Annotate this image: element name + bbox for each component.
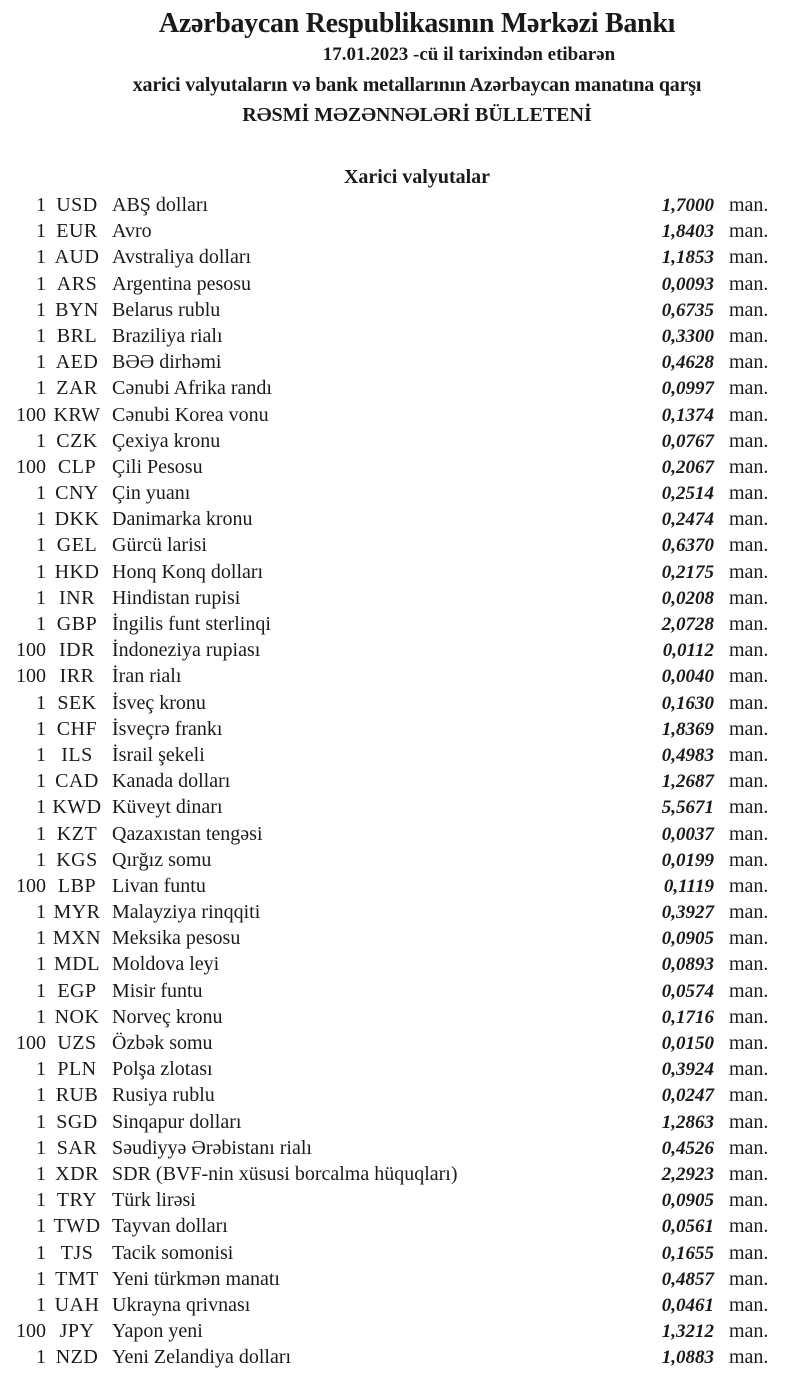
table-row bbox=[0, 349, 770, 375]
unit-cell: man. bbox=[729, 534, 769, 557]
rate-value-cell: 0,0905 bbox=[661, 1190, 714, 1212]
currency-code-cell: KRW bbox=[53, 403, 101, 426]
quantity-cell: 1 bbox=[36, 1241, 46, 1264]
rate-value-cell: 0,0247 bbox=[661, 1085, 714, 1107]
table-row bbox=[0, 821, 770, 847]
table-row bbox=[0, 690, 770, 716]
unit-cell: man. bbox=[729, 927, 769, 950]
section-title-foreign-currencies: Xarici valyutalar bbox=[343, 166, 491, 188]
currency-code-cell: KGS bbox=[56, 848, 98, 871]
currency-code-cell: RUB bbox=[55, 1084, 99, 1107]
quantity-cell: 1 bbox=[36, 1189, 46, 1212]
rate-value-cell: 5,5671 bbox=[661, 797, 714, 819]
quantity-cell: 1 bbox=[36, 901, 46, 924]
unit-cell: man. bbox=[729, 613, 769, 635]
unit-cell: man. bbox=[729, 691, 769, 714]
currency-name-cell: Kanada dolları bbox=[112, 770, 231, 793]
unit-cell: man. bbox=[729, 403, 769, 426]
currency-code-cell: CNY bbox=[55, 482, 99, 505]
table-row bbox=[0, 611, 770, 637]
currency-name-cell: Argentina pesosu bbox=[112, 272, 252, 295]
quantity-cell: 1 bbox=[36, 822, 46, 845]
quantity-cell: 1 bbox=[36, 743, 46, 766]
currency-code-cell: KZT bbox=[56, 822, 98, 845]
currency-name-cell: İngilis funt sterlinqi bbox=[112, 613, 271, 635]
table-row bbox=[0, 768, 770, 794]
rate-value-cell: 0,0112 bbox=[662, 640, 714, 662]
rate-value-cell: 0,1716 bbox=[661, 1006, 714, 1028]
table-row bbox=[0, 1187, 770, 1213]
unit-cell: man. bbox=[729, 1215, 769, 1238]
table-row bbox=[0, 873, 770, 899]
table-row bbox=[0, 1135, 770, 1161]
currency-code-cell: TWD bbox=[53, 1215, 101, 1238]
currency-code-cell: ZAR bbox=[56, 377, 98, 400]
currency-code-cell: GBP bbox=[56, 613, 98, 635]
currency-code-cell: TMT bbox=[55, 1267, 99, 1290]
unit-cell: man. bbox=[729, 796, 769, 819]
table-row bbox=[0, 1318, 770, 1344]
quantity-cell: 1 bbox=[36, 324, 46, 347]
currency-name-cell: Qazaxıstan tengəsi bbox=[112, 822, 263, 845]
currency-name-cell: Küveyt dinarı bbox=[112, 796, 223, 819]
currency-name-cell: Norveç kronu bbox=[112, 1005, 223, 1028]
table-row bbox=[0, 375, 770, 401]
document-header bbox=[34, 0, 800, 130]
table-row bbox=[0, 1109, 770, 1135]
rate-value-cell: 2,0728 bbox=[661, 614, 714, 635]
table-row bbox=[0, 271, 770, 297]
currency-code-cell: INR bbox=[59, 586, 95, 609]
quantity-cell: 1 bbox=[36, 586, 46, 609]
rate-value-cell: 0,6735 bbox=[661, 299, 714, 321]
currency-code-cell: MXN bbox=[52, 927, 102, 950]
currency-name-cell: Hindistan rupisi bbox=[112, 586, 241, 609]
effective-date-line: 17.01.2023 -cü il tarixindən etibarən bbox=[322, 44, 616, 65]
rate-value-cell: 0,2514 bbox=[661, 483, 714, 505]
quantity-cell: 1 bbox=[36, 1267, 46, 1290]
currency-code-cell: BRL bbox=[56, 324, 98, 347]
rate-value-cell: 0,4628 bbox=[661, 352, 714, 374]
currency-name-cell: Qırğız somu bbox=[112, 848, 212, 871]
unit-cell: man. bbox=[729, 822, 769, 845]
rate-value-cell: 0,1119 bbox=[663, 875, 714, 897]
currency-name-cell: Polşa zlotası bbox=[112, 1058, 213, 1081]
unit-cell: man. bbox=[729, 717, 769, 740]
table-row bbox=[0, 951, 770, 977]
table-row bbox=[0, 559, 770, 585]
rate-value-cell: 1,2863 bbox=[661, 1111, 714, 1133]
bulletin-title: RƏSMİ MƏZƏNNƏLƏRİ BÜLLETENİ bbox=[242, 104, 592, 126]
currency-code-cell: NZD bbox=[55, 1346, 99, 1369]
rate-value-cell: 0,2474 bbox=[661, 509, 714, 531]
quantity-cell: 1 bbox=[36, 508, 46, 531]
currency-name-cell: Rusiya rublu bbox=[112, 1084, 215, 1107]
unit-cell: man. bbox=[729, 1267, 769, 1290]
rate-value-cell: 1,7000 bbox=[661, 195, 714, 216]
currency-name-cell: Səudiyyə Ərəbistanı rialı bbox=[112, 1136, 312, 1159]
quantity-cell: 100 bbox=[16, 639, 46, 662]
rate-value-cell: 0,3927 bbox=[661, 902, 714, 924]
table-row bbox=[0, 1082, 770, 1108]
currency-name-cell: ABŞ dolları bbox=[112, 194, 209, 216]
quantity-cell: 1 bbox=[36, 613, 46, 635]
rate-value-cell: 0,1374 bbox=[661, 404, 714, 426]
quantity-cell: 100 bbox=[16, 1032, 46, 1054]
currency-code-cell: CZK bbox=[56, 429, 98, 452]
quantity-cell: 1 bbox=[36, 377, 46, 400]
unit-cell: man. bbox=[729, 220, 769, 243]
currency-code-cell: USD bbox=[56, 194, 98, 216]
quantity-cell: 1 bbox=[36, 429, 46, 452]
currency-name-cell: Çin yuanı bbox=[112, 482, 191, 505]
unit-cell: man. bbox=[729, 586, 769, 609]
currency-code-cell: SEK bbox=[57, 691, 97, 714]
table-row bbox=[0, 218, 770, 244]
currency-name-cell: Meksika pesosu bbox=[112, 927, 241, 950]
currency-code-cell: UAH bbox=[54, 1293, 100, 1316]
unit-cell: man. bbox=[729, 848, 769, 871]
quantity-cell: 1 bbox=[36, 534, 46, 557]
rate-value-cell: 1,3212 bbox=[661, 1321, 714, 1343]
unit-cell: man. bbox=[729, 1005, 769, 1028]
table-row bbox=[0, 1292, 770, 1318]
quantity-cell: 1 bbox=[36, 1162, 46, 1185]
bank-name-title: Azərbaycan Respublikasının Mərkəzi Bankı bbox=[158, 8, 676, 39]
currency-code-cell: ILS bbox=[61, 743, 93, 766]
table-row bbox=[0, 402, 770, 428]
rate-value-cell: 0,0893 bbox=[661, 954, 714, 976]
unit-cell: man. bbox=[729, 455, 769, 478]
unit-cell: man. bbox=[729, 743, 769, 766]
rate-value-cell: 1,1853 bbox=[661, 247, 714, 269]
unit-cell: man. bbox=[729, 979, 769, 1002]
table-row bbox=[0, 1213, 770, 1239]
table-row bbox=[0, 1240, 770, 1266]
rate-value-cell: 0,3300 bbox=[661, 325, 714, 347]
currency-name-cell: İran rialı bbox=[112, 665, 182, 688]
currency-name-cell: Yeni türkmən manatı bbox=[112, 1267, 280, 1290]
unit-cell: man. bbox=[729, 351, 769, 374]
unit-cell: man. bbox=[729, 1189, 769, 1212]
currency-name-cell: Moldova leyi bbox=[112, 953, 220, 976]
table-row bbox=[0, 506, 770, 532]
quantity-cell: 1 bbox=[36, 1346, 46, 1369]
currency-code-cell: NOK bbox=[54, 1005, 100, 1028]
currency-code-cell: JPY bbox=[59, 1320, 95, 1343]
rate-value-cell: 0,0461 bbox=[661, 1294, 714, 1316]
unit-cell: man. bbox=[729, 560, 769, 583]
unit-cell: man. bbox=[729, 324, 769, 347]
unit-cell: man. bbox=[729, 953, 769, 976]
currency-code-cell: IRR bbox=[59, 665, 95, 688]
currency-name-cell: Misir funtu bbox=[112, 979, 203, 1002]
quantity-cell: 1 bbox=[36, 796, 46, 819]
currency-name-cell: Ukrayna qrivnası bbox=[112, 1293, 251, 1316]
unit-cell: man. bbox=[729, 482, 769, 505]
currency-name-cell: Çexiya kronu bbox=[112, 429, 221, 452]
currency-code-cell: EGP bbox=[57, 979, 97, 1002]
rate-value-cell: 1,2687 bbox=[661, 771, 714, 793]
quantity-cell: 1 bbox=[36, 770, 46, 793]
rate-value-cell: 1,8403 bbox=[661, 221, 714, 243]
table-row bbox=[0, 637, 770, 663]
rate-value-cell: 0,4526 bbox=[661, 1137, 714, 1159]
unit-cell: man. bbox=[729, 1162, 769, 1185]
table-row bbox=[0, 480, 770, 506]
table-row bbox=[0, 742, 770, 768]
currency-name-cell: Yeni Zelandiya dolları bbox=[112, 1346, 292, 1369]
quantity-cell: 1 bbox=[36, 691, 46, 714]
rate-value-cell: 0,2175 bbox=[661, 561, 714, 583]
unit-cell: man. bbox=[729, 1032, 769, 1054]
currency-code-cell: BYN bbox=[55, 298, 99, 321]
rate-value-cell: 0,4983 bbox=[661, 744, 714, 766]
quantity-cell: 100 bbox=[16, 874, 46, 897]
table-row bbox=[0, 192, 770, 218]
rate-value-cell: 0,3924 bbox=[661, 1059, 714, 1081]
currency-name-cell: Cənubi Korea vonu bbox=[112, 403, 269, 426]
currency-code-cell: TRY bbox=[56, 1189, 98, 1212]
unit-cell: man. bbox=[729, 1110, 769, 1133]
unit-cell: man. bbox=[729, 246, 769, 269]
table-row bbox=[0, 1266, 770, 1292]
rate-value-cell: 0,4857 bbox=[661, 1268, 714, 1290]
quantity-cell: 1 bbox=[36, 1058, 46, 1081]
currency-name-cell: Özbək somu bbox=[112, 1032, 213, 1054]
currency-name-cell: Danimarka kronu bbox=[112, 508, 253, 531]
table-row bbox=[0, 1161, 770, 1187]
currency-code-cell: LBP bbox=[57, 874, 97, 897]
quantity-cell: 1 bbox=[36, 1293, 46, 1316]
unit-cell: man. bbox=[729, 1293, 769, 1316]
unit-cell: man. bbox=[729, 665, 769, 688]
currency-code-cell: MDL bbox=[54, 953, 100, 976]
currency-code-cell: SAR bbox=[56, 1136, 98, 1159]
table-row bbox=[0, 1056, 770, 1082]
rate-value-cell: 0,0037 bbox=[661, 823, 714, 845]
quantity-cell: 100 bbox=[16, 1320, 46, 1343]
currency-code-cell: KWD bbox=[52, 796, 102, 819]
unit-cell: man. bbox=[729, 194, 769, 216]
currency-name-cell: Cənubi Afrika randı bbox=[112, 377, 272, 400]
quantity-cell: 1 bbox=[36, 194, 46, 216]
rate-value-cell: 0,0150 bbox=[661, 1033, 714, 1054]
currency-name-cell: Türk lirəsi bbox=[112, 1189, 196, 1212]
currency-code-cell: GEL bbox=[56, 534, 98, 557]
rate-value-cell: 0,0905 bbox=[661, 928, 714, 950]
quantity-cell: 1 bbox=[36, 1110, 46, 1133]
currency-code-cell: HKD bbox=[54, 560, 100, 583]
unit-cell: man. bbox=[729, 639, 769, 662]
rate-value-cell: 0,0574 bbox=[661, 980, 714, 1002]
currency-code-cell: AED bbox=[55, 351, 99, 374]
rate-value-cell: 0,1630 bbox=[661, 692, 714, 714]
table-row bbox=[0, 1344, 770, 1370]
rate-value-cell: 0,2067 bbox=[661, 456, 714, 478]
unit-cell: man. bbox=[729, 1241, 769, 1264]
rate-value-cell: 0,0767 bbox=[661, 430, 714, 452]
currency-name-cell: Honq Konq dolları bbox=[112, 560, 264, 583]
rate-value-cell: 0,0561 bbox=[661, 1216, 714, 1238]
currency-name-cell: Livan funtu bbox=[112, 874, 206, 897]
table-row bbox=[0, 428, 770, 454]
quantity-cell: 1 bbox=[36, 927, 46, 950]
rate-value-cell: 1,8369 bbox=[661, 718, 714, 740]
quantity-cell: 1 bbox=[36, 953, 46, 976]
currency-name-cell: BƏƏ dirhəmi bbox=[112, 351, 222, 374]
currency-name-cell: İsveç kronu bbox=[112, 691, 206, 714]
currency-name-cell: Gürcü larisi bbox=[112, 534, 207, 557]
currency-name-cell: Sinqapur dolları bbox=[112, 1110, 242, 1133]
currency-code-cell: CLP bbox=[57, 455, 97, 478]
currency-name-cell: Avstraliya dolları bbox=[112, 246, 252, 269]
quantity-cell: 1 bbox=[36, 1136, 46, 1159]
currency-code-cell: MYR bbox=[53, 901, 101, 924]
currency-code-cell: TJS bbox=[60, 1241, 94, 1264]
currency-name-cell: Çili Pesosu bbox=[112, 455, 203, 478]
table-row bbox=[0, 716, 770, 742]
unit-cell: man. bbox=[729, 901, 769, 924]
currency-code-cell: ARS bbox=[56, 272, 98, 295]
quantity-cell: 1 bbox=[36, 482, 46, 505]
unit-cell: man. bbox=[729, 377, 769, 400]
table-row bbox=[0, 585, 770, 611]
quantity-cell: 1 bbox=[36, 979, 46, 1002]
unit-cell: man. bbox=[729, 1346, 769, 1369]
quantity-cell: 1 bbox=[36, 848, 46, 871]
currency-name-cell: SDR (BVF-nin xüsusi borcalma hüquqları) bbox=[112, 1162, 458, 1185]
currency-code-cell: CAD bbox=[55, 770, 99, 793]
currency-code-cell: CHF bbox=[56, 717, 98, 740]
quantity-cell: 1 bbox=[36, 272, 46, 295]
rate-value-cell: 0,0997 bbox=[661, 378, 714, 400]
rate-value-cell: 0,1655 bbox=[661, 1242, 714, 1264]
rate-value-cell: 0,0040 bbox=[661, 666, 714, 688]
currency-code-cell: XDR bbox=[55, 1162, 99, 1185]
unit-cell: man. bbox=[729, 429, 769, 452]
quantity-cell: 1 bbox=[36, 1005, 46, 1028]
currency-name-cell: İndoneziya rupiası bbox=[112, 639, 261, 662]
quantity-cell: 1 bbox=[36, 1084, 46, 1107]
unit-cell: man. bbox=[729, 298, 769, 321]
currency-code-cell: PLN bbox=[57, 1058, 97, 1081]
currency-name-cell: Braziliya rialı bbox=[112, 324, 223, 347]
quantity-cell: 1 bbox=[36, 246, 46, 269]
table-row bbox=[0, 1004, 770, 1030]
unit-cell: man. bbox=[729, 874, 769, 897]
unit-cell: man. bbox=[729, 1136, 769, 1159]
unit-cell: man. bbox=[729, 508, 769, 531]
table-row bbox=[0, 1030, 770, 1056]
table-row bbox=[0, 925, 770, 951]
currency-name-cell: Yapon yeni bbox=[112, 1320, 203, 1343]
unit-cell: man. bbox=[729, 272, 769, 295]
unit-cell: man. bbox=[729, 770, 769, 793]
quantity-cell: 100 bbox=[16, 455, 46, 478]
quantity-cell: 1 bbox=[36, 298, 46, 321]
unit-cell: man. bbox=[729, 1320, 769, 1343]
currency-name-cell: İsrail şekeli bbox=[112, 743, 205, 766]
table-row bbox=[0, 663, 770, 689]
table-row bbox=[0, 899, 770, 925]
currency-code-cell: UZS bbox=[57, 1032, 97, 1054]
table-row bbox=[0, 244, 770, 270]
table-row bbox=[0, 297, 770, 323]
rate-value-cell: 0,0208 bbox=[661, 587, 714, 609]
table-row bbox=[0, 532, 770, 558]
currency-name-cell: Tacik somonisi bbox=[112, 1241, 234, 1264]
rate-value-cell: 2,2923 bbox=[661, 1163, 714, 1185]
quantity-cell: 1 bbox=[36, 351, 46, 374]
exchange-rates-table bbox=[0, 192, 800, 1370]
rate-value-cell: 1,0883 bbox=[661, 1347, 714, 1369]
rate-value-cell: 0,0199 bbox=[661, 849, 714, 871]
unit-cell: man. bbox=[729, 1058, 769, 1081]
quantity-cell: 1 bbox=[36, 220, 46, 243]
currency-code-cell: DKK bbox=[54, 508, 100, 531]
table-row bbox=[0, 323, 770, 349]
table-row bbox=[0, 794, 770, 820]
quantity-cell: 100 bbox=[16, 403, 46, 426]
rate-value-cell: 0,6370 bbox=[661, 535, 714, 557]
subtitle-line: xarici valyutaların və bank metallarının Azərbaycan manatına qarşı bbox=[132, 74, 702, 96]
currency-code-cell: IDR bbox=[59, 639, 95, 662]
currency-name-cell: Tayvan dolları bbox=[112, 1215, 228, 1238]
currency-code-cell: AUD bbox=[54, 246, 100, 269]
quantity-cell: 1 bbox=[36, 717, 46, 740]
quantity-cell: 1 bbox=[36, 1215, 46, 1238]
currency-name-cell: Belarus rublu bbox=[112, 298, 221, 321]
table-row bbox=[0, 847, 770, 873]
rate-value-cell: 0,0093 bbox=[661, 273, 714, 295]
currency-code-cell: SGD bbox=[56, 1110, 98, 1133]
currency-name-cell: İsveçrə frankı bbox=[112, 717, 223, 740]
currency-name-cell: Malayziya rinqqiti bbox=[112, 901, 261, 924]
currency-code-cell: EUR bbox=[56, 220, 98, 243]
quantity-cell: 100 bbox=[16, 665, 46, 688]
currency-name-cell: Avro bbox=[112, 220, 152, 243]
table-row bbox=[0, 454, 770, 480]
table-row bbox=[0, 978, 770, 1004]
unit-cell: man. bbox=[729, 1084, 769, 1107]
quantity-cell: 1 bbox=[36, 560, 46, 583]
